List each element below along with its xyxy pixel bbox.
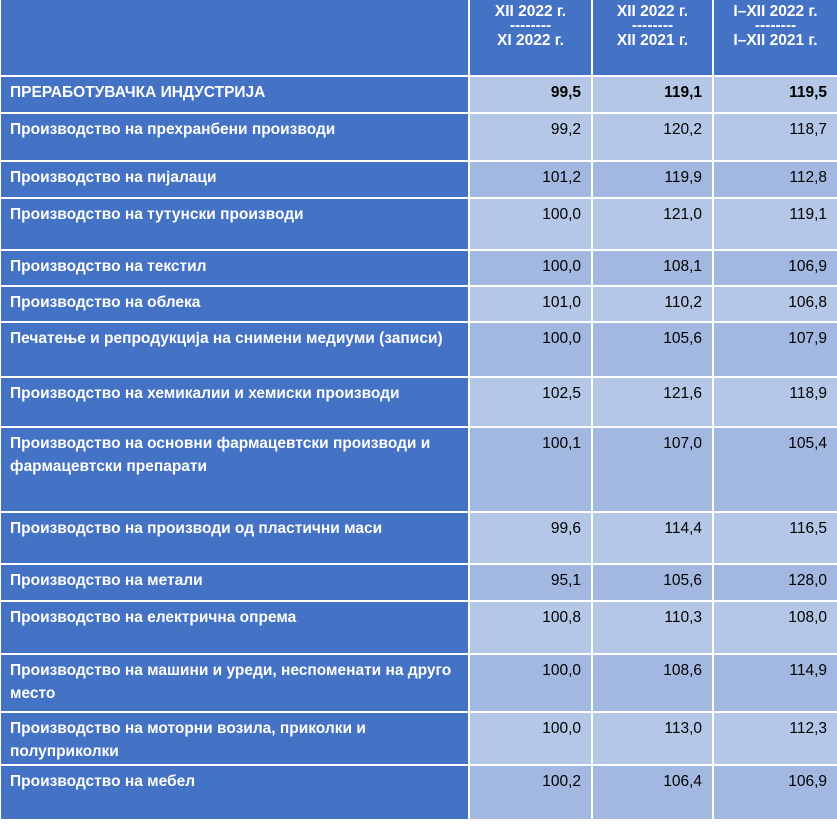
header-col-2-bottom: XII 2021 г.	[616, 32, 689, 49]
row-value-3: 108,0	[714, 602, 837, 655]
row-value-2: 121,0	[593, 199, 714, 251]
row-value-3: 119,5	[714, 77, 837, 114]
row-label: Производство на производи од пластични маси	[1, 513, 470, 565]
row-value-2: 108,6	[593, 655, 714, 713]
row-value-1: 99,6	[470, 513, 593, 565]
table-row	[1, 199, 837, 251]
header-col-3-top: I–XII 2022 г.	[733, 3, 818, 20]
row-value-1: 100,8	[470, 602, 593, 655]
row-value-2: 114,4	[593, 513, 714, 565]
row-value-1: 102,5	[470, 378, 593, 428]
table-row	[1, 251, 837, 287]
row-value-2: 119,9	[593, 162, 714, 199]
row-value-1: 95,1	[470, 565, 593, 602]
row-label: Производство на хемикалии и хемиски производи	[1, 378, 470, 428]
header-col-2	[593, 0, 714, 77]
row-label: Производство на облека	[1, 287, 470, 323]
row-value-3: 106,8	[714, 287, 837, 323]
row-label: Производство на мебел	[1, 766, 470, 821]
row-value-1: 99,5	[470, 77, 593, 114]
row-value-3: 118,9	[714, 378, 837, 428]
row-value-2: 120,2	[593, 114, 714, 162]
row-value-2: 121,6	[593, 378, 714, 428]
row-value-3: 107,9	[714, 323, 837, 378]
table-row	[1, 565, 837, 602]
row-label: Производство на моторни возила, приколки и полуприколки	[1, 713, 470, 766]
header-col-2-separator: --------	[631, 17, 674, 34]
row-value-2: 108,1	[593, 251, 714, 287]
row-value-3: 112,3	[714, 713, 837, 766]
table-row	[1, 378, 837, 428]
row-value-3: 128,0	[714, 565, 837, 602]
row-value-1: 100,1	[470, 428, 593, 513]
row-value-1: 100,0	[470, 655, 593, 713]
table-row	[1, 114, 837, 162]
row-value-3: 105,4	[714, 428, 837, 513]
header-col-1-top: XII 2022 г.	[494, 3, 567, 20]
row-label: Производство на основни фармацевтски производи и фармацевтски препарати	[1, 428, 470, 513]
row-value-3: 119,1	[714, 199, 837, 251]
row-value-2: 110,3	[593, 602, 714, 655]
row-label: ПРЕРАБОТУВАЧКА ИНДУСТРИЈА	[1, 77, 470, 114]
row-value-3: 114,9	[714, 655, 837, 713]
header-col-1-bottom: XI 2022 г.	[497, 32, 564, 49]
row-value-1: 99,2	[470, 114, 593, 162]
row-label: Производство на текстил	[1, 251, 470, 287]
row-value-3: 106,9	[714, 766, 837, 821]
table-row	[1, 513, 837, 565]
row-value-2: 107,0	[593, 428, 714, 513]
row-value-2: 113,0	[593, 713, 714, 766]
row-value-3: 118,7	[714, 114, 837, 162]
header-label-cell	[1, 0, 470, 77]
row-value-3: 116,5	[714, 513, 837, 565]
row-value-1: 101,0	[470, 287, 593, 323]
table-row	[1, 713, 837, 766]
table-header	[1, 0, 837, 77]
table-row	[1, 287, 837, 323]
row-value-3: 112,8	[714, 162, 837, 199]
row-value-3: 106,9	[714, 251, 837, 287]
table-row	[1, 602, 837, 655]
header-col-1	[470, 0, 593, 77]
row-value-2: 105,6	[593, 323, 714, 378]
header-col-3-bottom: I–XII 2021 г.	[733, 32, 818, 49]
row-value-1: 100,2	[470, 766, 593, 821]
table-row-total	[1, 77, 837, 114]
table-row	[1, 323, 837, 378]
row-value-2: 105,6	[593, 565, 714, 602]
row-value-1: 100,0	[470, 251, 593, 287]
header-col-2-top: XII 2022 г.	[616, 3, 689, 20]
table-row	[1, 766, 837, 821]
row-label: Производство на метали	[1, 565, 470, 602]
header-col-3-separator: --------	[754, 17, 797, 34]
table-row	[1, 655, 837, 713]
row-value-1: 101,2	[470, 162, 593, 199]
index-table	[1, 0, 837, 826]
row-label: Производство на тутунски производи	[1, 199, 470, 251]
row-value-1: 100,0	[470, 713, 593, 766]
row-label: Печатење и репродукција на снимени медиуми (записи)	[1, 323, 470, 378]
table-row	[1, 162, 837, 199]
row-value-1: 100,0	[470, 199, 593, 251]
table-row	[1, 428, 837, 513]
row-value-1: 100,0	[470, 323, 593, 378]
header-col-3	[714, 0, 837, 77]
header-col-1-separator: --------	[509, 17, 552, 34]
row-label: Производство на електрична опрема	[1, 602, 470, 655]
row-value-2: 106,4	[593, 766, 714, 821]
row-value-2: 119,1	[593, 77, 714, 114]
row-label: Производство на прехранбени производи	[1, 114, 470, 162]
row-label: Производство на машини и уреди, неспоменати на друго место	[1, 655, 470, 713]
row-label: Производство на пијалаци	[1, 162, 470, 199]
row-value-2: 110,2	[593, 287, 714, 323]
